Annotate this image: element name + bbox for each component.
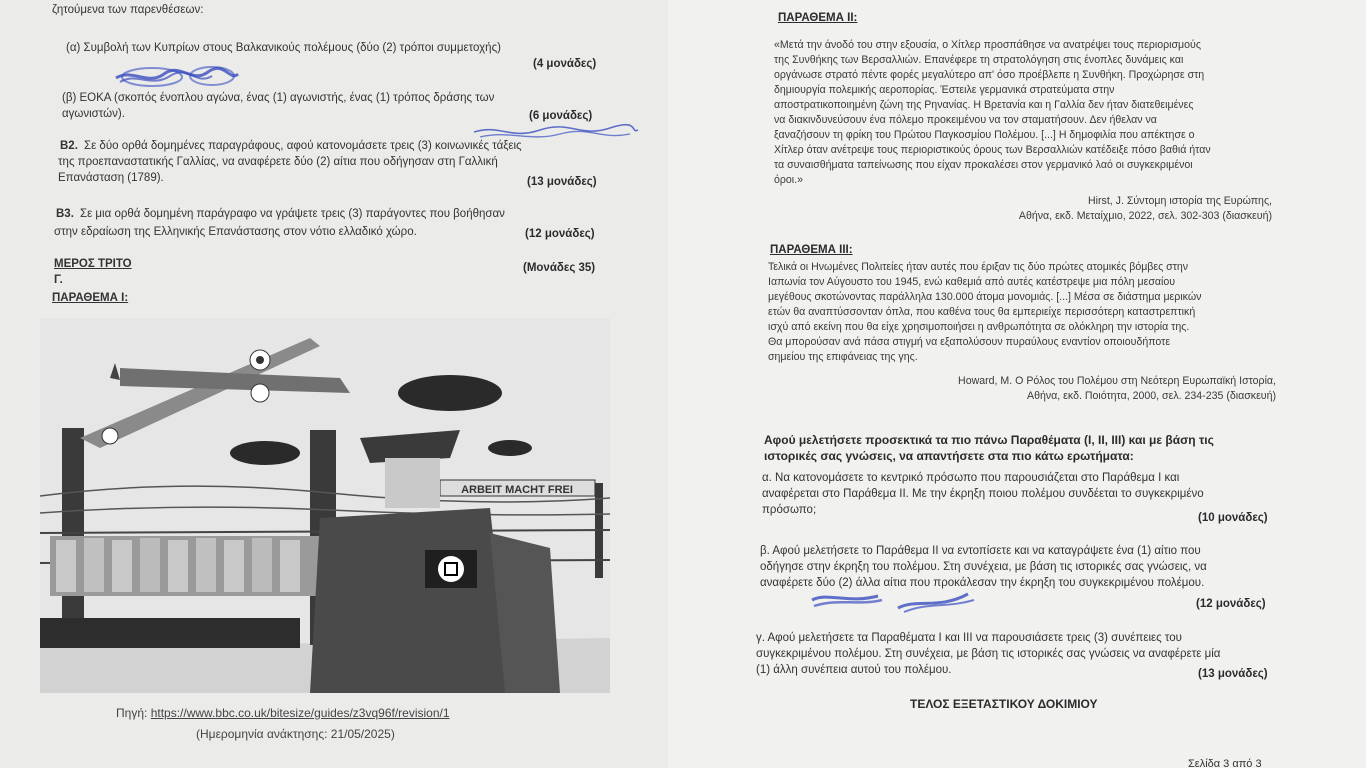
top-line: ζητούμενα των παρενθέσεων: [52,4,204,16]
source3-cite [868,374,1276,404]
instructions [764,432,1284,464]
question-line: β. Αφού μελετήσετε το Παράθεμα ΙΙ να εντοπίσετε και να καταγράψετε ένα (1) αίτιο που [760,545,1201,557]
part-title: ΜΕΡΟΣ ΤΡΙΤΟ [54,258,132,270]
source-line [116,706,450,720]
source2-title: ΠΑΡΑΘΕΜΑ ΙΙ: [778,12,858,24]
source2-quote [774,38,1272,188]
quote-line: σημείου της επιφάνειας της γης. [768,351,918,363]
cite-line: Hirst, J. Σύντομη ιστορία της Ευρώπης, [1088,195,1272,207]
question-line: οδήγησε στην έκρηξη του πολέμου. Στη συνέχεια, με βάση τις ιστορικές σας γνώσεις, να [760,561,1207,573]
quote-line: «Μετά την άνοδό του στην εξουσία, ο Χίτλερ προσπάθησε να ανατρέψει τους περιορισμούς [774,39,1201,51]
quote-line: μεγέθους σκοτώνοντας παράλληλα 130.000 άτομα μονομιάς. [...] Μέσα σε διάστημα μερικών [768,291,1202,303]
source1-title: ΠΑΡΑΘΕΜΑ Ι: [52,292,129,304]
instruction-line: ιστορικές σας γνώσεις, να απαντήσετε στα πιο κάτω ερωτήματα: [764,449,1134,463]
quote-line: Τελικά οι Ηνωμένες Πολιτείες ήταν αυτές που έριξαν τις δύο πρώτες ατομικές βόμβες στην [768,261,1189,273]
end-of-exam: ΤΕΛΟΣ ΕΞΕΤΑΣΤΙΚΟΥ ΔΟΚΙΜΙΟΥ [910,697,1098,711]
quote-line: όροι.» [774,174,803,186]
cite-line: Howard, M. Ο Ρόλος του Πολέμου στη Νεότερη Ευρωπαϊκή Ιστορία, [958,375,1276,387]
question-a-points: (4 μονάδες) [533,58,597,70]
quote-line: δημιουργία πολεμικής αεροπορίας. Έστειλε γερμανικά στρατεύματα στην [774,84,1115,96]
question-a-text: (α) Συμβολή των Κυπρίων στους Βαλκανικούς πολέμους (δύο (2) τρόποι συμμετοχής) [66,42,501,54]
question-b-line1: (β) ΕΟΚΑ (σκοπός ένοπλου αγώνα, ένας (1) αγωνιστής, ένας (1) τρόπος δράσης των [62,92,495,104]
quote-line: να διακινδυνεύσουν ένα πόλεμο προκειμένου να τον σταματήσουν. Δεν ήθελαν να [774,114,1157,126]
bomb [488,440,532,456]
question-line: α. Να κατονομάσετε το κεντρικό πρόσωπο που παρουσιάζεται στο Παράθεμα Ι και [762,472,1180,484]
source-prefix: Πηγή: [116,706,148,720]
question-b-line2: αγωνιστών). [62,108,125,120]
source-url-link[interactable]: https://www.bbc.co.uk/bitesize/guides/z3vq96f/revision/1 [150,706,450,720]
instruction-line: Αφού μελετήσετε προσεκτικά τα πιο πάνω Παραθέματα (Ι, ΙΙ, ΙΙΙ) και με βάση τις [764,433,1214,447]
question-alpha-points: (10 μονάδες) [1198,512,1268,524]
source1-illustration [40,318,610,693]
question-line: αναφέρετε δύο (2) άλλα αίτια που προκάλεσαν την έκρηξη του συγκεκριμένου πολέμου. [760,577,1205,589]
source3-title: ΠΑΡΑΘΕΜΑ ΙΙΙ: [770,244,853,256]
quote-line: τα συναισθήματα ταπείνωσης που είχαν προκαλέσει στον γερμανικό λαό οι συγκεκριμένοι [774,159,1193,171]
b2-label: Β2. [60,140,78,152]
quote-line: ετών θα αναπτύσσονταν όπλα, που καθένα τους θα εμπεριείχε περισσότερη καταστρεπτική [768,306,1196,318]
quote-line: ξαναζήσουν τη φρίκη του Πρώτου Παγκοσμίου Πολέμου. [...] Η δημοφιλία που απέκτησε ο [774,129,1195,141]
cite-line: Αθήνα, εκδ. Μεταίχμιο, 2022, σελ. 302-303 (διασκευή) [1018,210,1272,222]
camp-sign-text: ARBEIT MACHT FREI [461,484,573,496]
question-line: συγκεκριμένου πολέμου. Στη συνέχεια, με βάση τις ιστορικές σας γνώσεις να αναφέρετε μία [756,648,1221,660]
question-line: πρόσωπο; [762,504,817,516]
page-number: Σελίδα 3 από 3 [1188,758,1262,768]
b2-points: (13 μονάδες) [527,176,597,188]
gamma-label: Γ. [54,274,63,286]
quote-line: οργάνωσε στρατό πέντε φορές μεγαλύτερο απ' όσο προέβλεπε η Συνθήκη. Προχώρησε στη [774,69,1205,81]
cite-line: Αθήνα, εκδ. Ποιότητα, 2000, σελ. 234-235 (διασκευή) [1027,390,1276,402]
quote-line: Ιαπωνία τον Αύγουστο του 1945, ενώ καθεμιά από αυτές κατέστρεψε μια πόλη μεσαίου [768,276,1176,288]
quote-line: αποστρατικοποιημένη ζώνη της Ρηνανίας. Η Βρετανία και η Γαλλία δεν ήταν διατεθειμένες [774,99,1194,111]
source2-cite [918,194,1272,224]
question-line: αναφέρεται στο Παράθεμα ΙΙ. Με την έκρηξη ποιου πολέμου συνδέεται το συγκεκριμένο [762,488,1204,500]
b3-label: Β3. [56,208,74,220]
question-gamma-points: (13 μονάδες) [1198,668,1268,680]
question-beta [760,543,1286,591]
b2-line1: Σε δύο ορθά δομημένες παραγράφους, αφού κατονομάσετε τρεις (3) κοινωνικές τάξεις [84,140,522,152]
bomb [230,441,300,465]
part-points: (Μονάδες 35) [523,262,596,274]
b2-line3: Επανάσταση (1789). [58,172,164,184]
exam-page-right [668,0,1366,768]
question-b-points: (6 μονάδες) [529,110,593,122]
b3-line2: στην εδραίωση της Ελληνικής Επανάστασης στον νότιο ελλαδικό χώρο. [54,226,417,238]
b3-line1: Σε μια ορθά δομημένη παράγραφο να γράψετε τρεις (3) παράγοντες που βοήθησαν [80,208,505,220]
question-beta-points: (12 μονάδες) [1196,598,1266,610]
question-line: (1) άλλη συνέπεια αυτού του πολέμου. [756,664,952,676]
quote-line: Θα μπορούσαν ανά πάσα στιγμή να εξαπολύσουν πυραύλους εναντίον οποιουδήποτε [768,336,1171,348]
question-line: γ. Αφού μελετήσετε τα Παραθέματα Ι και ΙΙΙ να παρουσιάσετε τρεις (3) συνέπειες του [756,632,1182,644]
ink-scribble-3 [808,588,978,616]
fence-post [62,428,84,643]
ink-scribble [112,64,242,90]
quote-line: Χίτλερ όταν ανέτρεψε τους περιοριστικούς όρους των Βερσαλλιών κατέδειξε πόσο βαθιά ήταν [774,144,1211,156]
bomb [398,375,502,411]
quote-line: ισχύ από εκείνη που θα είχε χρησιμοποιήσει η ανθρωπότητα σε ολόκληρη την ιστορία της. [768,321,1190,333]
quote-line: της Συνθήκης των Βερσαλλιών. Επανέφερε τη στρατολόγηση στις ένοπλες δυνάμεις και [774,54,1184,66]
retrieval-date: (Ημερομηνία ανάκτησης: 21/05/2025) [196,727,395,741]
b2-line2: της προεπαναστατικής Γαλλίας, να αναφέρετε δύο (2) αίτια που οδήγησαν στη Γαλλική [58,156,498,168]
prisoners-group [50,536,320,596]
question-alpha [762,470,1282,518]
b3-points: (12 μονάδες) [525,228,595,240]
source3-quote [768,260,1276,365]
